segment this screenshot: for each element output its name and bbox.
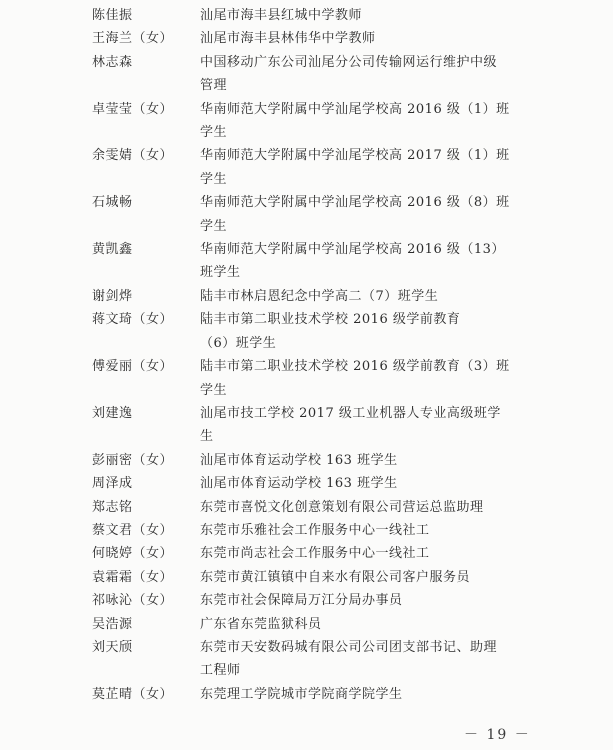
person-affiliation: 汕尾市体育运动学校 163 班学生 <box>200 452 398 468</box>
person-name: 何晓婷（女） <box>92 546 174 562</box>
person-affiliation: 东莞市黄江镇镇中自来水有限公司客户服务员 <box>200 569 471 585</box>
honoree-list <box>92 4 532 706</box>
person-name: 陈佳振 <box>92 8 133 23</box>
list-item <box>92 472 532 495</box>
list-item <box>92 191 532 238</box>
person-affiliation: 东莞市天安数码城有限公司公司团支部书记、助理 工程师 <box>200 639 498 679</box>
person-affiliation: 华南师范大学附属中学汕尾学校高 2016 级（8）班 学生 <box>200 195 510 234</box>
person-name: 袁霜霜（女） <box>92 569 174 585</box>
list-item <box>92 144 532 191</box>
person-name: 郑志铭 <box>92 499 133 515</box>
person-affiliation: 华南师范大学附属中学汕尾学校高 2016 级（1）班 学生 <box>200 101 510 141</box>
list-item <box>92 683 532 706</box>
person-name: 余雯婧（女） <box>92 148 174 164</box>
person-affiliation: 东莞市尚志社会工作服务中心一线社工 <box>200 546 430 562</box>
person-affiliation: 华南师范大学附属中学汕尾学校高 2017 级（1）班 学生 <box>200 148 510 187</box>
person-affiliation: 东莞市社会保障局万江分局办事员 <box>200 593 403 609</box>
list-item <box>92 496 532 519</box>
list-item <box>92 589 532 612</box>
list-item <box>92 308 532 355</box>
person-name: 祁咏沁（女） <box>92 593 174 609</box>
person-affiliation: 汕尾市体育运动学校 163 班学生 <box>200 476 398 492</box>
person-name: 傅爱丽（女） <box>92 359 174 375</box>
person-affiliation: 陆丰市第二职业技术学校 2016 级学前教育（3）班 学生 <box>200 359 510 398</box>
person-affiliation: 华南师范大学附属中学汕尾学校高 2016 级（13） 班学生 <box>200 242 505 281</box>
page-number: － 19 － <box>464 727 531 743</box>
person-affiliation: 东莞市喜悦文化创意策划有限公司营运总监助理 <box>200 499 484 515</box>
person-affiliation: 陆丰市第二职业技术学校 2016 级学前教育 （6）班学生 <box>200 312 461 351</box>
person-name: 周泽成 <box>92 476 133 492</box>
person-name: 石城畅 <box>92 195 133 211</box>
list-item <box>92 613 532 636</box>
person-name: 彭丽密（女） <box>92 452 174 468</box>
person-name: 黄凯鑫 <box>92 242 133 258</box>
list-item <box>92 355 532 402</box>
list-item <box>92 636 532 683</box>
list-item <box>92 4 532 27</box>
list-item <box>92 98 532 145</box>
person-name: 吴浩源 <box>92 616 133 632</box>
person-name: 刘天颀 <box>92 639 133 655</box>
list-item <box>92 51 532 98</box>
list-item <box>92 542 532 565</box>
person-name: 刘建逸 <box>92 405 133 421</box>
person-name: 莫芷晴（女） <box>92 686 174 702</box>
person-affiliation: 广东省东莞监狱科员 <box>200 616 322 632</box>
list-item <box>92 519 532 542</box>
list-item <box>92 566 532 589</box>
person-affiliation: 汕尾市技工学校 2017 级工业机器人专业高级班学 生 <box>200 405 501 445</box>
person-affiliation: 中国移动广东公司汕尾分公司传输网运行维护中级 管理 <box>200 54 498 94</box>
list-item <box>92 449 532 472</box>
person-name: 林志森 <box>92 54 133 70</box>
list-item <box>92 27 532 50</box>
person-affiliation: 东莞理工学院城市学院商学院学生 <box>200 686 403 702</box>
person-name: 谢剑烨 <box>92 288 133 304</box>
list-item <box>92 238 532 285</box>
list-item <box>92 285 532 308</box>
person-name: 王海兰（女） <box>92 31 174 47</box>
person-name: 蔡文君（女） <box>92 522 174 538</box>
list-item <box>92 402 532 449</box>
person-affiliation: 东莞市乐雅社会工作服务中心一线社工 <box>200 522 430 538</box>
person-name: 卓莹莹（女） <box>92 101 174 117</box>
person-name: 蒋文琦（女） <box>92 312 174 328</box>
person-affiliation: 汕尾市海丰县红城中学教师 <box>200 8 363 23</box>
person-affiliation: 汕尾市海丰县林伟华中学教师 <box>200 31 376 47</box>
person-affiliation: 陆丰市林启恩纪念中学高二（7）班学生 <box>200 288 439 304</box>
